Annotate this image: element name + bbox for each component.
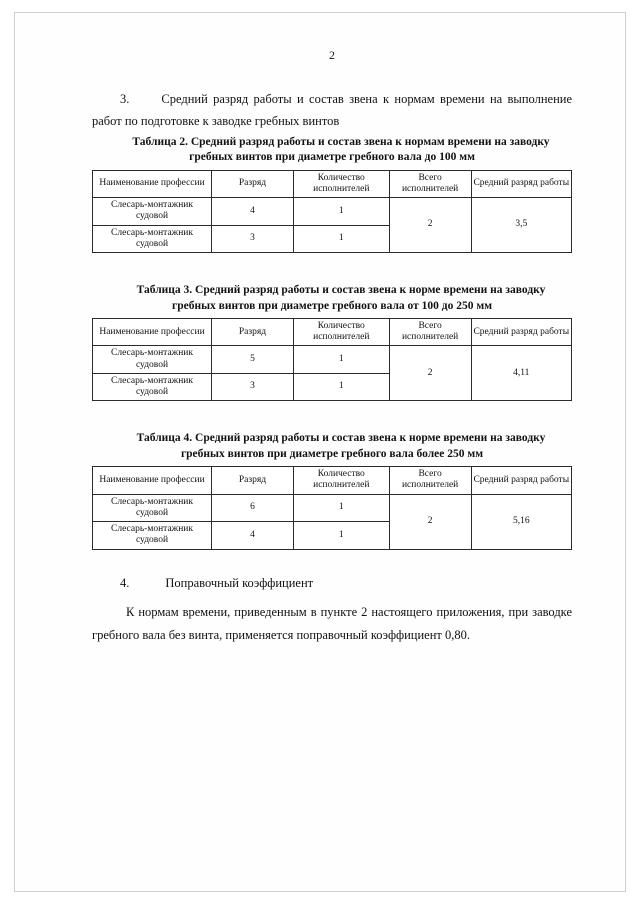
table-2-title [92, 135, 572, 166]
cell-rank: 3 [212, 373, 294, 400]
cell-quantity: 1 [293, 522, 389, 549]
cell-total: 2 [389, 346, 471, 401]
header-rank: Разряд [212, 170, 294, 197]
cell-profession: Слесарь-монтажник судовой [93, 373, 212, 400]
cell-rank: 4 [212, 522, 294, 549]
table-block-2 [92, 135, 572, 253]
cell-quantity: 1 [293, 373, 389, 400]
cell-total: 2 [389, 198, 471, 253]
table-3 [92, 318, 572, 401]
cell-rank: 6 [212, 494, 294, 521]
table-2-title-line2: гребных винтов при диаметре гребного вала до 100 мм [189, 151, 475, 164]
header-profession: Наименование профессии [93, 170, 212, 197]
header-average-rank: Средний разряд работы [471, 319, 571, 346]
section-4-text: Поправочный коэффициент [165, 575, 314, 590]
cell-average: 5,16 [471, 494, 571, 549]
cell-average: 3,5 [471, 198, 571, 253]
header-quantity: Количество исполнителей [293, 170, 389, 197]
header-average-rank: Средний разряд работы [471, 170, 571, 197]
cell-profession: Слесарь-монтажник судовой [93, 198, 212, 225]
header-quantity: Количество исполнителей [293, 467, 389, 494]
table-4-title-line1: Таблица 4. Средний разряд работы и состав звена к норме времени на заводку [136, 432, 546, 445]
header-total: Всего исполнителей [389, 319, 471, 346]
cell-quantity: 1 [293, 225, 389, 252]
cell-rank: 3 [212, 225, 294, 252]
section-4-heading [92, 576, 572, 591]
table-header-row [93, 170, 572, 197]
header-quantity: Количество исполнителей [293, 319, 389, 346]
cell-profession: Слесарь-монтажник судовой [93, 494, 212, 521]
section-3-number: 3. [120, 92, 130, 106]
cell-rank: 5 [212, 346, 294, 373]
table-4 [92, 466, 572, 549]
table-3-title-line1: Таблица 3. Средний разряд работы и состав звена к норме времени на заводку [136, 284, 546, 296]
cell-average: 4,11 [471, 346, 571, 401]
table-4-title [92, 431, 572, 462]
header-rank: Разряд [212, 319, 294, 346]
cell-profession: Слесарь-монтажник судовой [93, 225, 212, 252]
cell-quantity: 1 [293, 346, 389, 373]
table-2-title-line1: Таблица 2. Средний разряд работы и состав звена к нормам времени на заводку [132, 135, 550, 148]
header-average-rank: Средний разряд работы [471, 467, 571, 494]
page-content [92, 48, 572, 647]
page-number: 2 [329, 48, 335, 62]
table-block-3 [92, 283, 572, 401]
table-3-title [92, 283, 572, 314]
table-row [93, 198, 572, 225]
table-header-row [93, 467, 572, 494]
header-profession: Наименование профессии [93, 319, 212, 346]
header-profession: Наименование профессии [93, 467, 212, 494]
table-4-title-line2: гребных винтов при диаметре гребного вала более 250 мм [180, 447, 484, 460]
section-3-text: Средний разряд работы и состав звена к нормам времени на выполнение работ по подготовке к заводке гребных винтов [92, 92, 572, 128]
table-row [93, 346, 572, 373]
cell-profession: Слесарь-монтажник судовой [93, 522, 212, 549]
header-total: Всего исполнителей [389, 170, 471, 197]
header-rank: Разряд [212, 467, 294, 494]
cell-profession: Слесарь-монтажник судовой [93, 346, 212, 373]
cell-total: 2 [389, 494, 471, 549]
table-3-title-line2: гребных винтов при диаметре гребного вала от 100 до 250 мм [171, 299, 493, 312]
header-total: Всего исполнителей [389, 467, 471, 494]
table-block-4 [92, 431, 572, 549]
section-4-number: 4. [120, 575, 130, 590]
cell-quantity: 1 [293, 494, 389, 521]
section-4-paragraph: К нормам времени, приведенным в пункте 2 настоящего приложения, при заводке гребного вала без винта, применяется поправочный коэффициент 0,80. [92, 604, 572, 642]
table-row [93, 494, 572, 521]
table-2 [92, 170, 572, 253]
table-header-row [93, 319, 572, 346]
cell-rank: 4 [212, 198, 294, 225]
paper-sheet [16, 14, 624, 890]
cell-quantity: 1 [293, 198, 389, 225]
section-3-heading [92, 89, 572, 133]
